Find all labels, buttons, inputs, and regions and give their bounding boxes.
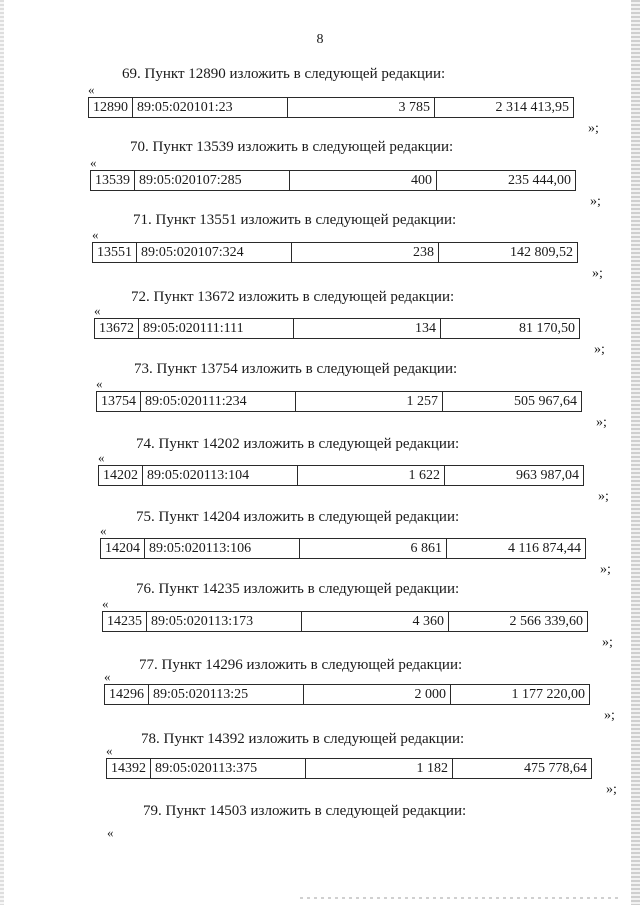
parcel-row-table: [100, 538, 586, 559]
cadastral-number-cell: 89:05:020113:106: [145, 539, 300, 559]
amendment-heading: 76. Пункт 14235 изложить в следующей редакции:: [136, 581, 460, 597]
area-cell: 1 257: [296, 392, 443, 412]
table-row: [95, 319, 580, 339]
item-number-cell: 14204: [101, 539, 145, 559]
cadastral-value-cell: 505 967,64: [443, 392, 582, 412]
opening-quote: «: [102, 596, 109, 611]
area-cell: 2 000: [304, 685, 451, 705]
table-row: [105, 685, 590, 705]
cadastral-value-cell: 963 987,04: [445, 466, 584, 486]
item-number-cell: 13551: [93, 243, 137, 263]
amendment-heading: 78. Пункт 14392 изложить в следующей редакции:: [141, 731, 465, 747]
item-number-cell: 14202: [99, 466, 143, 486]
cadastral-value-cell: 4 116 874,44: [447, 539, 586, 559]
cadastral-number-cell: 89:05:020107:324: [137, 243, 292, 263]
parcel-row-table: [106, 758, 592, 779]
cadastral-value-cell: 81 170,50: [441, 319, 580, 339]
closing-quote: »;: [594, 342, 605, 357]
page-number: 8: [316, 32, 324, 47]
parcel-row-table: [96, 391, 582, 412]
cadastral-value-cell: 2 314 413,95: [435, 98, 574, 118]
amendment-heading: 72. Пункт 13672 изложить в следующей редакции:: [131, 289, 455, 305]
opening-quote: «: [100, 523, 107, 538]
cadastral-value-cell: 475 778,64: [453, 759, 592, 779]
amendment-heading: 70. Пункт 13539 изложить в следующей редакции:: [130, 139, 454, 155]
opening-quote: «: [96, 376, 103, 391]
opening-quote: «: [88, 82, 95, 97]
cadastral-number-cell: 89:05:020113:173: [147, 612, 302, 632]
scan-edge-bottom: [300, 897, 620, 899]
parcel-row-table: [104, 684, 590, 705]
area-cell: 1 182: [306, 759, 453, 779]
area-cell: 6 861: [300, 539, 447, 559]
opening-quote: «: [94, 303, 101, 318]
cadastral-number-cell: 89:05:020113:25: [149, 685, 304, 705]
cadastral-number-cell: 89:05:020113:375: [151, 759, 306, 779]
cadastral-value-cell: 235 444,00: [437, 171, 576, 191]
table-row: [99, 466, 584, 486]
item-number-cell: 14235: [103, 612, 147, 632]
closing-quote: »;: [604, 708, 615, 723]
item-number-cell: 13754: [97, 392, 141, 412]
table-row: [101, 539, 586, 559]
area-cell: 238: [292, 243, 439, 263]
closing-quote: »;: [596, 415, 607, 430]
cadastral-number-cell: 89:05:020111:234: [141, 392, 296, 412]
parcel-row-table: [90, 170, 576, 191]
parcel-row-table: [98, 465, 584, 486]
scan-edge-left: [0, 0, 4, 905]
closing-quote: »;: [590, 194, 601, 209]
opening-quote: «: [106, 743, 113, 758]
item-number-cell: 13539: [91, 171, 135, 191]
amendment-heading: 75. Пункт 14204 изложить в следующей редакции:: [136, 509, 460, 525]
opening-quote: «: [107, 825, 114, 840]
table-row: [89, 98, 574, 118]
amendment-heading: 77. Пункт 14296 изложить в следующей редакции:: [139, 657, 463, 673]
cadastral-number-cell: 89:05:020113:104: [143, 466, 298, 486]
item-number-cell: 12890: [89, 98, 133, 118]
area-cell: 3 785: [288, 98, 435, 118]
amendment-heading: 73. Пункт 13754 изложить в следующей редакции:: [134, 361, 458, 377]
cadastral-value-cell: 142 809,52: [439, 243, 578, 263]
parcel-row-table: [88, 97, 574, 118]
parcel-row-table: [92, 242, 578, 263]
opening-quote: «: [104, 669, 111, 684]
cadastral-value-cell: 2 566 339,60: [449, 612, 588, 632]
area-cell: 4 360: [302, 612, 449, 632]
opening-quote: «: [92, 227, 99, 242]
parcel-row-table: [94, 318, 580, 339]
area-cell: 134: [294, 319, 441, 339]
table-row: [103, 612, 588, 632]
closing-quote: »;: [592, 266, 603, 281]
area-cell: 1 622: [298, 466, 445, 486]
closing-quote: »;: [602, 635, 613, 650]
table-row: [91, 171, 576, 191]
table-row: [93, 243, 578, 263]
closing-quote: »;: [588, 121, 599, 136]
amendment-heading: 79. Пункт 14503 изложить в следующей редакции:: [143, 803, 467, 819]
item-number-cell: 13672: [95, 319, 139, 339]
closing-quote: »;: [606, 782, 617, 797]
closing-quote: »;: [600, 562, 611, 577]
amendment-heading: 69. Пункт 12890 изложить в следующей редакции:: [122, 66, 446, 82]
amendment-heading: 74. Пункт 14202 изложить в следующей редакции:: [136, 436, 460, 452]
opening-quote: «: [98, 450, 105, 465]
table-row: [97, 392, 582, 412]
cadastral-number-cell: 89:05:020101:23: [133, 98, 288, 118]
parcel-row-table: [102, 611, 588, 632]
area-cell: 400: [290, 171, 437, 191]
table-row: [107, 759, 592, 779]
scan-edge-right: [631, 0, 640, 905]
amendment-heading: 71. Пункт 13551 изложить в следующей редакции:: [133, 212, 457, 228]
closing-quote: »;: [598, 489, 609, 504]
item-number-cell: 14296: [105, 685, 149, 705]
opening-quote: «: [90, 155, 97, 170]
cadastral-value-cell: 1 177 220,00: [451, 685, 590, 705]
cadastral-number-cell: 89:05:020111:111: [139, 319, 294, 339]
item-number-cell: 14392: [107, 759, 151, 779]
cadastral-number-cell: 89:05:020107:285: [135, 171, 290, 191]
